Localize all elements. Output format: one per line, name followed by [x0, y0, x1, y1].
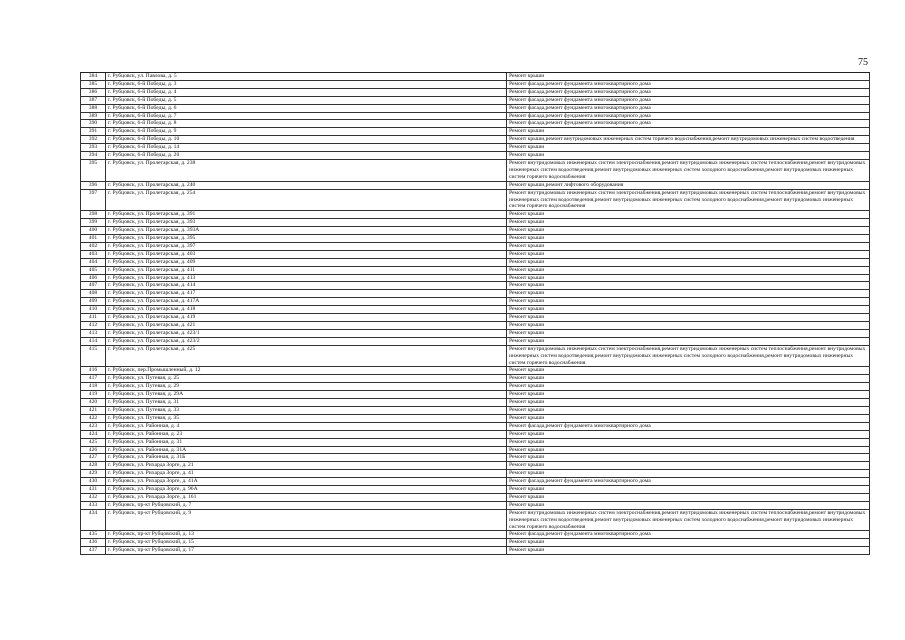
row-work-type: Ремонт фасада,ремонт фундамента многоквартирного дома [507, 81, 870, 88]
row-number: 408 [80, 290, 106, 297]
row-address: г. Рубцовск, пер.Промышленный, д. 12 [106, 367, 507, 374]
table-row [80, 120, 870, 128]
row-number: 431 [80, 486, 106, 493]
table-row [80, 539, 870, 547]
row-work-type: Ремонт крыши [507, 391, 870, 398]
table-row [80, 478, 870, 486]
row-work-type: Ремонт крыши [507, 298, 870, 305]
row-address: г. Рубцовск, ул. Рихарда Зорге, д. 41А [106, 478, 507, 485]
row-address: г. Рубцовск, 6-й Победы, д. 9 [106, 128, 507, 135]
table-row [80, 510, 870, 532]
row-work-type: Ремонт внутридомовых инженерных систем электроснабжения,ремонт внутридомовых инженерных систем теплоснабжения,ремонт внутридомовых инженерных систем водоотведения,ремонт внутридомовых инженерных систем холодного водоснабжения,ремонт внутридомовых инженерных систем горячего водоснабжения [507, 160, 870, 181]
row-number: 394 [80, 152, 106, 159]
row-number: 430 [80, 478, 106, 485]
table-row [80, 97, 870, 105]
row-work-type: Ремонт крыши [507, 454, 870, 461]
table-row [80, 322, 870, 330]
row-work-type: Ремонт крыши [507, 275, 870, 282]
row-number: 400 [80, 227, 106, 234]
table-row [80, 407, 870, 415]
table-row [80, 113, 870, 121]
row-number: 397 [80, 190, 106, 211]
row-address: г. Рубцовск, ул. Рихарда Зорге, д. 96А [106, 486, 507, 493]
row-address: г. Рубцовск, ул. Пролетарская, д. 413 [106, 275, 507, 282]
table-row [80, 275, 870, 283]
row-number: 384 [80, 73, 106, 80]
row-number: 404 [80, 259, 106, 266]
table-row [80, 306, 870, 314]
row-address: г. Рубцовск, ул. Районная, д. 31Б [106, 454, 507, 461]
row-number: 421 [80, 407, 106, 414]
row-work-type: Ремонт фасада,ремонт фундамента многоквартирного дома [507, 120, 870, 127]
row-address: г. Рубцовск, ул. Пролетарская, д. 417А [106, 298, 507, 305]
row-address: г. Рубцовск, ул. Пролетарская, д. 423/2 [106, 338, 507, 345]
row-work-type: Ремонт крыши [507, 282, 870, 289]
row-address: г. Рубцовск, ул. Рихарда Зорге, д. 41 [106, 470, 507, 477]
row-work-type: Ремонт крыши [507, 338, 870, 345]
row-address: г. Рубцовск, пр-кт Рубцовский, д. 7 [106, 502, 507, 509]
row-number: 389 [80, 113, 106, 120]
row-address: г. Рубцовск, ул. Районная, д. 4 [106, 423, 507, 430]
row-work-type: Ремонт крыши [507, 259, 870, 266]
row-number: 420 [80, 399, 106, 406]
table-row [80, 160, 870, 182]
table-row [80, 431, 870, 439]
table-row [80, 219, 870, 227]
row-address: г. Рубцовск, пр-кт Рубцовский, д. 15 [106, 539, 507, 546]
row-work-type: Ремонт крыши [507, 367, 870, 374]
row-work-type: Ремонт крыши [507, 447, 870, 454]
row-number: 410 [80, 306, 106, 313]
table-row [80, 391, 870, 399]
row-address: г. Рубцовск, ул. Пролетарская, д. 238 [106, 160, 507, 181]
row-work-type: Ремонт крыши [507, 383, 870, 390]
row-work-type: Ремонт фасада,ремонт фундамента многоквартирного дома [507, 89, 870, 96]
row-address: г. Рубцовск, ул. Рихарда Зорге, д. 21 [106, 462, 507, 469]
table-row [80, 128, 870, 136]
row-address: г. Рубцовск, ул. Пролетарская, д. 423/1 [106, 330, 507, 337]
row-number: 414 [80, 338, 106, 345]
table-row [80, 81, 870, 89]
row-address: г. Рубцовск, ул. Пролетарская, д. 393 [106, 219, 507, 226]
table-row [80, 89, 870, 97]
row-number: 413 [80, 330, 106, 337]
row-address: г. Рубцовск, ул. Пролетарская, д. 395 [106, 235, 507, 242]
row-address: г. Рубцовск, ул. Пролетарская, д. 419 [106, 314, 507, 321]
row-address: г. Рубцовск, пр-кт Рубцовский, д. 13 [106, 531, 507, 538]
row-work-type: Ремонт фасада,ремонт фундамента многоквартирного дома [507, 97, 870, 104]
row-work-type: Ремонт крыши,ремонт внутридомовых инженерных систем горячего водоснабжения,ремонт внутридомовых инженерных систем водоотведения [507, 136, 870, 143]
row-work-type: Ремонт фасада,ремонт фундамента многоквартирного дома [507, 423, 870, 430]
row-address: г. Рубцовск, 6-й Победы, д. 6 [106, 105, 507, 112]
row-number: 426 [80, 447, 106, 454]
row-work-type: Ремонт крыши [507, 243, 870, 250]
row-work-type: Ремонт фасада,ремонт фундамента многоквартирного дома [507, 478, 870, 485]
table-row [80, 73, 870, 81]
row-work-type: Ремонт крыши [507, 128, 870, 135]
row-number: 427 [80, 454, 106, 461]
row-work-type: Ремонт фасада,ремонт фундамента многоквартирного дома [507, 531, 870, 538]
row-work-type: Ремонт внутридомовых инженерных систем электроснабжения,ремонт внутридомовых инженерных систем теплоснабжения,ремонт внутридомовых инженерных систем водоотведения,ремонт внутридомовых инженерных систем холодного водоснабжения,ремонт внутридомовых инженерных систем горячего водоснабжения [507, 190, 870, 211]
row-work-type: Ремонт крыши [507, 227, 870, 234]
row-number: 390 [80, 120, 106, 127]
table-row [80, 502, 870, 510]
row-address: г. Рубцовск, 6-й Победы, д. 8 [106, 120, 507, 127]
row-work-type: Ремонт крыши [507, 415, 870, 422]
row-address: г. Рубцовск, 6-й Победы, д. 20 [106, 152, 507, 159]
row-work-type: Ремонт крыши [507, 494, 870, 501]
row-work-type: Ремонт крыши [507, 407, 870, 414]
table-row [80, 190, 870, 212]
table-row [80, 235, 870, 243]
row-address: г. Рубцовск, ул. Районная, д. 31А [106, 447, 507, 454]
row-number: 398 [80, 211, 106, 218]
row-work-type: Ремонт крыши,ремонт лифтового оборудования [507, 182, 870, 189]
row-address: г. Рубцовск, ул. Пролетарская, д. 411 [106, 267, 507, 274]
row-work-type: Ремонт крыши [507, 375, 870, 382]
row-work-type: Ремонт крыши [507, 251, 870, 258]
row-number: 436 [80, 539, 106, 546]
row-address: г. Рубцовск, ул. Путевая, д. 29А [106, 391, 507, 398]
row-work-type: Ремонт крыши [507, 539, 870, 546]
row-number: 425 [80, 439, 106, 446]
row-number: 391 [80, 128, 106, 135]
table-row [80, 439, 870, 447]
row-address: г. Рубцовск, ул. Районная, д. 23 [106, 431, 507, 438]
row-work-type: Ремонт крыши [507, 502, 870, 509]
row-number: 422 [80, 415, 106, 422]
row-work-type: Ремонт крыши [507, 219, 870, 226]
table-row [80, 298, 870, 306]
row-number: 435 [80, 531, 106, 538]
row-address: г. Рубцовск, ул. Путевая, д. 35 [106, 415, 507, 422]
table-row [80, 251, 870, 259]
table-row [80, 531, 870, 539]
table-row [80, 136, 870, 144]
row-number: 385 [80, 81, 106, 88]
row-address: г. Рубцовск, ул. Пролетарская, д. 409 [106, 259, 507, 266]
row-work-type: Ремонт крыши [507, 314, 870, 321]
row-number: 437 [80, 547, 106, 554]
table-row [80, 259, 870, 267]
row-address: г. Рубцовск, ул. Пролетарская, д. 403 [106, 251, 507, 258]
table-row [80, 462, 870, 470]
row-number: 401 [80, 235, 106, 242]
table-row [80, 375, 870, 383]
row-work-type: Ремонт крыши [507, 322, 870, 329]
row-number: 395 [80, 160, 106, 181]
row-work-type: Ремонт крыши [507, 439, 870, 446]
table-row [80, 227, 870, 235]
row-address: г. Рубцовск, ул. Пролетарская, д. 240 [106, 182, 507, 189]
row-number: 406 [80, 275, 106, 282]
row-address: г. Рубцовск, ул. Путевая, д. 29 [106, 383, 507, 390]
row-number: 423 [80, 423, 106, 430]
repair-table [80, 72, 870, 555]
row-address: г. Рубцовск, 6-й Победы, д. 3 [106, 81, 507, 88]
row-work-type: Ремонт крыши [507, 547, 870, 554]
table-row [80, 338, 870, 346]
row-number: 418 [80, 383, 106, 390]
table-row [80, 314, 870, 322]
page-number: 75 [858, 57, 868, 68]
row-number: 433 [80, 502, 106, 509]
table-row [80, 447, 870, 455]
row-work-type: Ремонт крыши [507, 235, 870, 242]
table-row [80, 290, 870, 298]
table-row [80, 182, 870, 190]
table-row [80, 282, 870, 290]
row-address: г. Рубцовск, пр-кт Рубцовский, д. 17 [106, 547, 507, 554]
row-work-type: Ремонт фасада,ремонт фундамента многоквартирного дома [507, 113, 870, 120]
row-work-type: Ремонт крыши [507, 306, 870, 313]
table-row [80, 494, 870, 502]
row-work-type: Ремонт внутридомовых инженерных систем электроснабжения,ремонт внутридомовых инженерных систем теплоснабжения,ремонт внутридомовых инженерных систем водоотведения,ремонт внутридомовых инженерных систем холодного водоснабжения,ремонт внутридомовых инженерных систем горячего водоснабжения [507, 346, 870, 367]
row-number: 399 [80, 219, 106, 226]
row-number: 409 [80, 298, 106, 305]
row-work-type: Ремонт крыши [507, 399, 870, 406]
table-row [80, 423, 870, 431]
table-row [80, 399, 870, 407]
row-work-type: Ремонт крыши [507, 144, 870, 151]
row-work-type: Ремонт крыши [507, 211, 870, 218]
table-row [80, 383, 870, 391]
row-address: г. Рубцовск, ул. Пролетарская, д. 418 [106, 306, 507, 313]
row-address: г. Рубцовск, ул. Пролетарская, д. 414 [106, 282, 507, 289]
row-work-type: Ремонт крыши [507, 470, 870, 477]
table-row [80, 346, 870, 368]
row-number: 415 [80, 346, 106, 367]
row-address: г. Рубцовск, ул. Пролетарская, д. 397 [106, 243, 507, 250]
row-number: 393 [80, 144, 106, 151]
row-address: г. Рубцовск, ул. Пролетарская, д. 417 [106, 290, 507, 297]
row-number: 392 [80, 136, 106, 143]
row-number: 417 [80, 375, 106, 382]
row-number: 388 [80, 105, 106, 112]
row-address: г. Рубцовск, ул. Пролетарская, д. 391 [106, 211, 507, 218]
row-number: 386 [80, 89, 106, 96]
row-number: 429 [80, 470, 106, 477]
row-number: 428 [80, 462, 106, 469]
row-work-type: Ремонт крыши [507, 152, 870, 159]
row-number: 403 [80, 251, 106, 258]
table-row [80, 211, 870, 219]
row-work-type: Ремонт крыши [507, 73, 870, 80]
table-row [80, 486, 870, 494]
row-number: 402 [80, 243, 106, 250]
row-number: 405 [80, 267, 106, 274]
row-work-type: Ремонт внутридомовых инженерных систем электроснабжения,ремонт внутридомовых инженерных систем теплоснабжения,ремонт внутридомовых инженерных систем водоотведения,ремонт внутридомовых инженерных систем холодного водоснабжения,ремонт внутридомовых инженерных систем горячего водоснабжения [507, 510, 870, 531]
row-number: 434 [80, 510, 106, 531]
row-address: г. Рубцовск, 6-й Победы, д. 5 [106, 97, 507, 104]
row-address: г. Рубцовск, пр-кт Рубцовский, д. 9 [106, 510, 507, 531]
table-row [80, 152, 870, 160]
row-number: 396 [80, 182, 106, 189]
row-work-type: Ремонт крыши [507, 267, 870, 274]
row-number: 387 [80, 97, 106, 104]
row-work-type: Ремонт крыши [507, 486, 870, 493]
table-row [80, 330, 870, 338]
row-number: 432 [80, 494, 106, 501]
row-address: г. Рубцовск, ул. Пролетарская, д. 254 [106, 190, 507, 211]
row-address: г. Рубцовск, 6-й Победы, д. 14 [106, 144, 507, 151]
row-number: 411 [80, 314, 106, 321]
table-row [80, 367, 870, 375]
table-row [80, 547, 870, 555]
row-number: 419 [80, 391, 106, 398]
table-row [80, 144, 870, 152]
row-address: г. Рубцовск, 6-й Победы, д. 10 [106, 136, 507, 143]
row-number: 407 [80, 282, 106, 289]
row-address: г. Рубцовск, ул. Путевая, д. 33 [106, 407, 507, 414]
table-row [80, 415, 870, 423]
row-work-type: Ремонт крыши [507, 330, 870, 337]
row-work-type: Ремонт крыши [507, 431, 870, 438]
row-address: г. Рубцовск, ул. Районная, д. 31 [106, 439, 507, 446]
row-address: г. Рубцовск, ул. Пролетарская, д. 393А [106, 227, 507, 234]
row-address: г. Рубцовск, ул. Павлова, д. 5 [106, 73, 507, 80]
row-work-type: Ремонт крыши [507, 462, 870, 469]
row-address: г. Рубцовск, 6-й Победы, д. 4 [106, 89, 507, 96]
row-number: 416 [80, 367, 106, 374]
row-work-type: Ремонт фасада,ремонт фундамента многоквартирного дома [507, 105, 870, 112]
table-row [80, 454, 870, 462]
table-row [80, 243, 870, 251]
row-address: г. Рубцовск, ул. Путевая, д. 25 [106, 375, 507, 382]
row-address: г. Рубцовск, ул. Путевая, д. 31 [106, 399, 507, 406]
row-address: г. Рубцовск, ул. Пролетарская, д. 425 [106, 346, 507, 367]
row-number: 412 [80, 322, 106, 329]
table-row [80, 105, 870, 113]
row-address: г. Рубцовск, ул. Пролетарская, д. 421 [106, 322, 507, 329]
row-work-type: Ремонт крыши [507, 290, 870, 297]
row-number: 424 [80, 431, 106, 438]
row-address: г. Рубцовск, 6-й Победы, д. 7 [106, 113, 507, 120]
row-address: г. Рубцовск, ул. Рихарда Зорге, д. 161 [106, 494, 507, 501]
table-row [80, 267, 870, 275]
table-row [80, 470, 870, 478]
